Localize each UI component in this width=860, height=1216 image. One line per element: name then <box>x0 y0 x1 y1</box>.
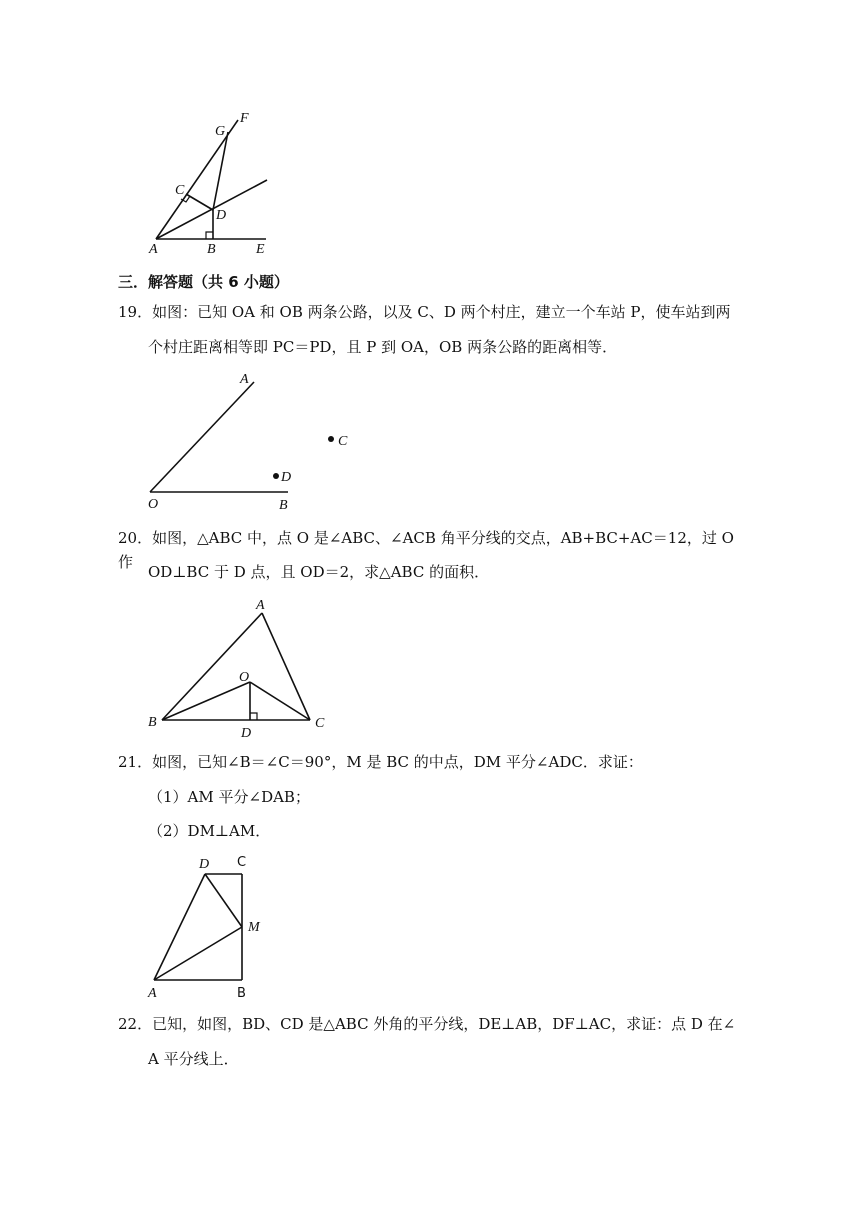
label-M: M <box>248 920 260 935</box>
label-C: C <box>237 855 247 870</box>
label-B: B <box>237 986 246 1001</box>
label-B: B <box>207 242 216 257</box>
point-D <box>273 473 279 479</box>
question-text-line2: A 平分线上． <box>148 1050 239 1068</box>
figure-q20 <box>140 595 350 740</box>
label-A: A <box>240 372 249 387</box>
question-21-part2: （2）DM⊥AM． <box>148 822 271 840</box>
figure-q19-svg <box>140 368 360 518</box>
label-C: C <box>175 183 185 198</box>
label-E: E <box>256 242 265 257</box>
section-title: 三．解答题（共 6 小题） <box>118 273 289 291</box>
label-A: A <box>149 242 158 257</box>
label-A: A <box>148 986 157 1001</box>
question-21 <box>118 750 738 774</box>
label-D: D <box>281 470 292 485</box>
question-text-line1: 如图，△ABC 中，点 O 是∠ABC、∠ACB 角平分线的交点，AB+BC+AC＝12，过 O 作 <box>118 529 734 571</box>
question-number: 20． <box>118 529 153 547</box>
figure-q21 <box>140 852 280 1002</box>
right-angle-D <box>250 713 257 720</box>
question-22-line2 <box>118 1047 768 1071</box>
label-B: B <box>148 715 157 730</box>
question-21-part1: （1）AM 平分∠DAB； <box>148 788 310 806</box>
question-20-line2 <box>118 560 768 584</box>
question-text-line2: OD⊥BC 于 D 点，且 OD＝2，求△ABC 的面积． <box>148 563 490 581</box>
question-22 <box>118 1012 738 1036</box>
question-text-line1: 已知，如图，BD、CD 是△ABC 外角的平分线，DE⊥AB，DF⊥AC，求证：点 D 在∠ <box>152 1015 736 1033</box>
question-text-line2: 个村庄距离相等即 PC＝PD，且 P 到 OA，OB 两条公路的距离相等． <box>148 338 618 356</box>
figure-q20-svg <box>140 595 350 740</box>
label-D: D <box>199 857 210 872</box>
point-C <box>328 436 334 442</box>
label-G: G <box>215 124 226 139</box>
line-OA <box>150 382 254 492</box>
figure-q21-svg <box>140 852 280 1002</box>
line-BO <box>162 682 250 720</box>
label-B: B <box>279 498 288 513</box>
question-19-line2 <box>118 335 768 359</box>
label-C: C <box>315 716 325 731</box>
line-DM <box>205 874 242 927</box>
figure-q19 <box>140 368 360 518</box>
line-BA <box>162 613 262 720</box>
figure-q18 <box>140 105 300 260</box>
label-D: D <box>216 208 227 223</box>
label-D: D <box>241 726 252 741</box>
right-angle-B <box>206 232 213 239</box>
line-GD <box>213 132 228 210</box>
label-A: A <box>256 598 265 613</box>
question-number: 21． <box>118 753 153 771</box>
question-text-line1: 如图，已知∠B＝∠C＝90°，M 是 BC 的中点，DM 平分∠ADC．求证： <box>152 753 643 771</box>
label-F: F <box>240 111 249 126</box>
question-number: 19． <box>118 303 153 321</box>
label-O: O <box>239 670 250 685</box>
question-number: 22． <box>118 1015 153 1033</box>
figure-q18-svg <box>140 105 300 260</box>
question-text-line1: 如图：已知 OA 和 OB 两条公路，以及 C、D 两个村庄，建立一个车站 P，使车站到两 <box>152 303 731 321</box>
label-O: O <box>148 497 159 512</box>
question-19 <box>118 300 738 324</box>
label-C: C <box>338 434 348 449</box>
